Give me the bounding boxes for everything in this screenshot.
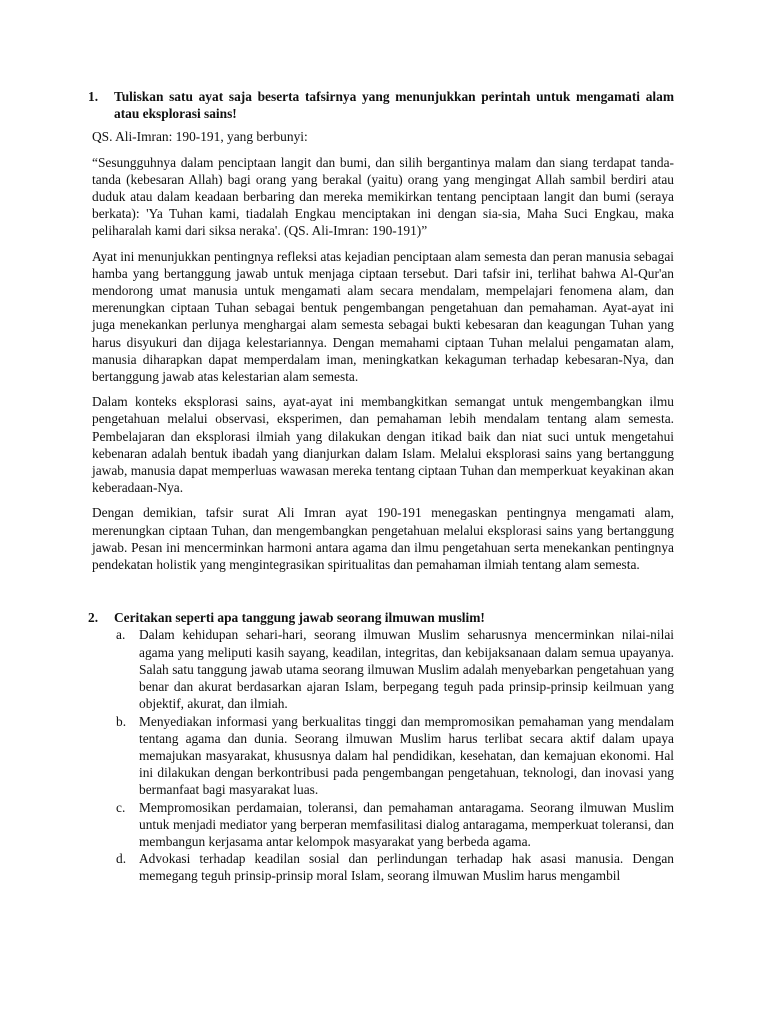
list-item — [92, 626, 674, 712]
list-item-letter: b. — [116, 713, 127, 729]
paragraph-1: Ayat ini menunjukkan pentingnya refleksi atas kejadian penciptaan alam semesta dan peran manusia sebagai hamba yang bertanggung jawab untuk menjaga ciptaan tersebut. Dari tafsir ini, terlihat bahwa Al-Qur'an mendorong umat manusia untuk mengamati alam secara mendalam, mempelajari fenomena alam, dan merenungkan ciptaan Tuhan sebagai bentuk pengembangan pengetahuan dan pemahaman. Ayat-ayat ini juga menekankan perlunya menghargai alam semesta sebagai bukti kebesaran dan keagungan Tuhan yang harus disyukuri dan dijaga kelestariannya. Dengan memahami ciptaan Tuhan melalui pengamatan alam, manusia diharapkan dapat memperdalam iman, meningkatkan kekaguman terhadap kebesaran-Nya, dan bertanggung jawab atas kelestarian alam semesta. — [92, 248, 674, 385]
list-item-text: Dalam kehidupan sehari-hari, seorang ilmuwan Muslim seharusnya mencerminkan nilai-nilai agama yang meliputi kasih sayang, keadilan, integritas, dan kebijaksanaan dalam semua upayanya. Salah satu tanggung jawab utama seorang ilmuwan Muslim adalah menyebarkan pengetahuan yang benar dan akurat berdasarkan ajaran Islam, berpegang teguh pada prinsip-prinsip keilmuan yang objektif, akurat, dan ilmiah. — [139, 627, 674, 712]
paragraph-3: Dengan demikian, tafsir surat Ali Imran ayat 190-191 menegaskan pentingnya mengamati alam, merenungkan ciptaan Tuhan, dan mengembangkan pengetahuan melalui eksplorasi sains yang bertanggung jawab. Pesan ini mencerminkan harmoni antara agama dan ilmu pengetahuan serta menekankan pentingnya pendekatan holistik yang mengintegrasikan spiritualitas dan pemahaman ilmiah tentang alam semesta. — [92, 505, 674, 573]
list-item — [92, 850, 674, 884]
verse-quote: “Sesungguhnya dalam penciptaan langit dan bumi, dan silih bergantinya malam dan siang terdapat tanda-tanda (kebesaran Allah) bagi orang yang berakal (yaitu) orang yang mengingat Allah sambil berdiri atau duduk atau dalam keadaan berbaring dan mereka memikirkan tentang penciptaan langit dan bumi (seraya berkata): 'Ya Tuhan kami, tiadalah Engkau menciptakan ini dengan sia-sia, Maha Suci Engkau, maka peliharalah kami dari siksa neraka'. (QS. Ali-Imran: 190-191)” — [92, 154, 674, 239]
list-item — [92, 799, 674, 851]
document-body — [88, 88, 674, 885]
list-item-letter: c. — [116, 799, 126, 815]
responsibility-list — [92, 626, 674, 884]
list-item-text: Advokasi terhadap keadilan sosial dan perlindungan terhadap hak asasi manusia. Dengan memegang teguh prinsip-prinsip moral Islam, seorang ilmuwan Muslim harus mengambil — [139, 851, 674, 884]
list-item-text: Mempromosikan perdamaian, toleransi, dan pemahaman antaragama. Seorang ilmuwan Muslim untuk menjadi mediator yang berperan memfasilitasi dialog antaragama, memperkuat toleransi, dan membangun kerjasama antar kelompok masyarakat yang berbeda agama. — [139, 799, 674, 849]
list-item-letter: d. — [116, 851, 127, 867]
question-1-text: Tuliskan satu ayat saja beserta tafsirnya yang menunjukkan perintah untuk mengamati alam atau eksplorasi sains! — [114, 89, 674, 122]
question-2-number: 2. — [88, 610, 99, 626]
question-2-text: Ceritakan seperti apa tanggung jawab seorang ilmuwan muslim! — [114, 610, 485, 626]
question-1 — [88, 88, 674, 122]
question-2 — [88, 609, 674, 626]
paragraph-2: Dalam konteks eksplorasi sains, ayat-ayat ini membangkitkan semangat untuk mengembangkan ilmu pengetahuan melalui observasi, eksperimen, dan pemahaman lebih mendalam tentang alam semesta. Pembelajaran dan eksplorasi ilmiah yang dilakukan dengan itikad baik dan niat suci untuk mengetahui kebenaran adalah bentuk ibadah yang dianjurkan dalam Islam. Melalui eksplorasi sains yang bertanggung jawab, manusia dapat memperluas wawasan mereka tentang ciptaan Tuhan dan memperkuat keyakinan akan keberadaan-Nya. — [92, 394, 674, 496]
verse-reference: QS. Ali-Imran: 190-191, yang berbunyi: — [92, 129, 308, 145]
list-item-letter: a. — [116, 627, 126, 643]
question-1-number: 1. — [88, 89, 99, 104]
list-item-text: Menyediakan informasi yang berkualitas tinggi dan mempromosikan pemahaman yang mendalam tentang agama dan dunia. Seorang ilmuwan Muslim harus terlibat secara aktif dalam upaya memajukan masyarakat, khususnya dalam hal pendidikan, kesehatan, dan kemajuan ekonomi. Hal ini dilakukan dengan berkontribusi pada pengembangan pengetahuan, teknologi, dan inovasi yang bermanfaat bagi masyarakat luas. — [139, 713, 674, 798]
list-item — [92, 713, 674, 799]
